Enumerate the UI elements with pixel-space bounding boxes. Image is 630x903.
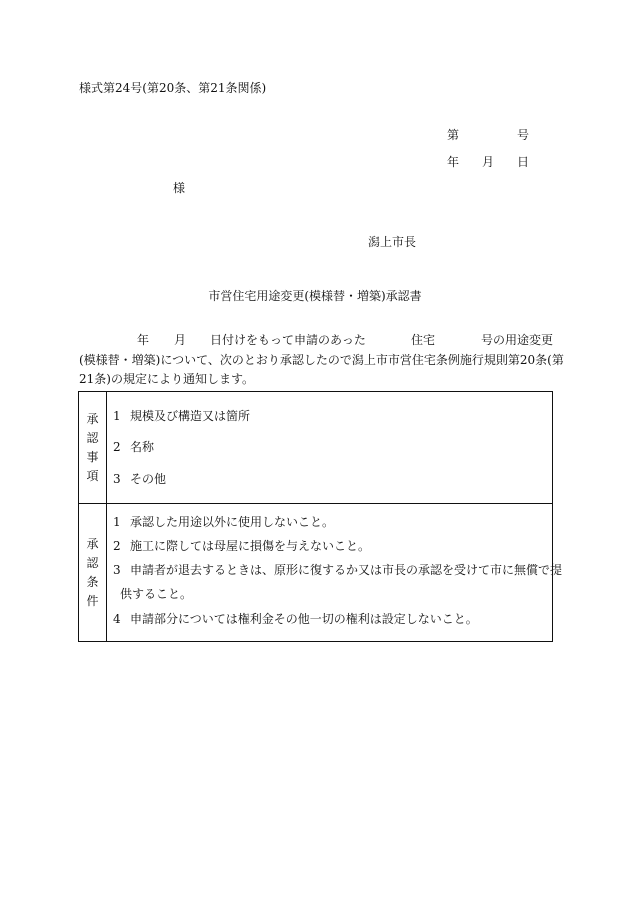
approval-items-row — [79, 392, 553, 504]
approval-conditions-list — [107, 504, 563, 642]
item-text: 施工に際しては母屋に損傷を与えないこと。 — [130, 539, 371, 553]
reference-number-suffix: 号 — [517, 128, 530, 142]
list-item-continuation: 供すること。 — [120, 587, 193, 601]
approval-items-list — [107, 392, 553, 504]
list-item — [113, 409, 250, 423]
list-item — [113, 515, 334, 529]
heading-char: 項 — [86, 468, 99, 483]
addressee-honorific: 様 — [173, 181, 186, 195]
item-number: 3 — [113, 472, 121, 486]
body-year-label: 年 — [137, 333, 150, 347]
body-housing-label: 住宅 — [411, 333, 436, 347]
heading-char: 件 — [86, 593, 99, 608]
heading-char: 認 — [86, 430, 99, 445]
approval-table — [78, 391, 563, 642]
heading-char: 条 — [86, 574, 99, 589]
item-text: 規模及び構造又は箇所 — [130, 409, 251, 423]
approval-conditions-row — [79, 504, 553, 642]
item-text: その他 — [130, 472, 167, 486]
list-item — [113, 440, 154, 454]
item-number: 4 — [113, 612, 121, 626]
list-item — [113, 539, 370, 553]
approval-conditions-heading — [79, 504, 107, 642]
document-title: 市営住宅用途変更(模様替・増築)承認書 — [208, 289, 422, 303]
item-text: 承認した用途以外に使用しないこと。 — [130, 515, 335, 529]
body-text-a: 日付けをもって申請のあった — [210, 333, 366, 347]
reference-number-prefix: 第 — [447, 128, 460, 142]
heading-char: 承 — [86, 536, 99, 551]
item-text: 名称 — [130, 440, 155, 454]
item-number: 3 — [113, 563, 121, 577]
list-item — [113, 612, 478, 626]
body-paragraph-line-1 — [79, 333, 553, 347]
item-number: 1 — [113, 515, 121, 529]
approval-items-heading — [79, 392, 107, 504]
date-month-label: 月 — [482, 155, 495, 169]
item-number: 2 — [113, 440, 121, 454]
issuer-name: 潟上市長 — [368, 235, 417, 249]
heading-char: 認 — [86, 555, 99, 570]
form-number-label: 様式第24号(第20条、第21条関係) — [79, 81, 267, 95]
body-text-b: 号の用途変更 — [481, 333, 554, 347]
body-paragraph-line-3: 21条)の規定により通知します。 — [79, 372, 254, 386]
list-item — [113, 563, 562, 577]
heading-char: 承 — [86, 411, 99, 426]
body-month-label: 月 — [174, 333, 187, 347]
item-text: 申請部分については権利金その他一切の権利は設定しないこと。 — [130, 612, 478, 626]
date-year-label: 年 — [447, 155, 460, 169]
item-text: 申請者が退去するときは、原形に復するか又は市長の承認を受けて市に無償で提 — [130, 563, 563, 577]
heading-char: 事 — [86, 449, 99, 464]
list-item — [113, 472, 166, 486]
date-day-label: 日 — [517, 155, 530, 169]
item-number: 1 — [113, 409, 121, 423]
body-paragraph-line-2: (模様替・増築)について、次のとおり承認したので潟上市市営住宅条例施行規則第20条(第 — [79, 353, 564, 367]
item-number: 2 — [113, 539, 121, 553]
